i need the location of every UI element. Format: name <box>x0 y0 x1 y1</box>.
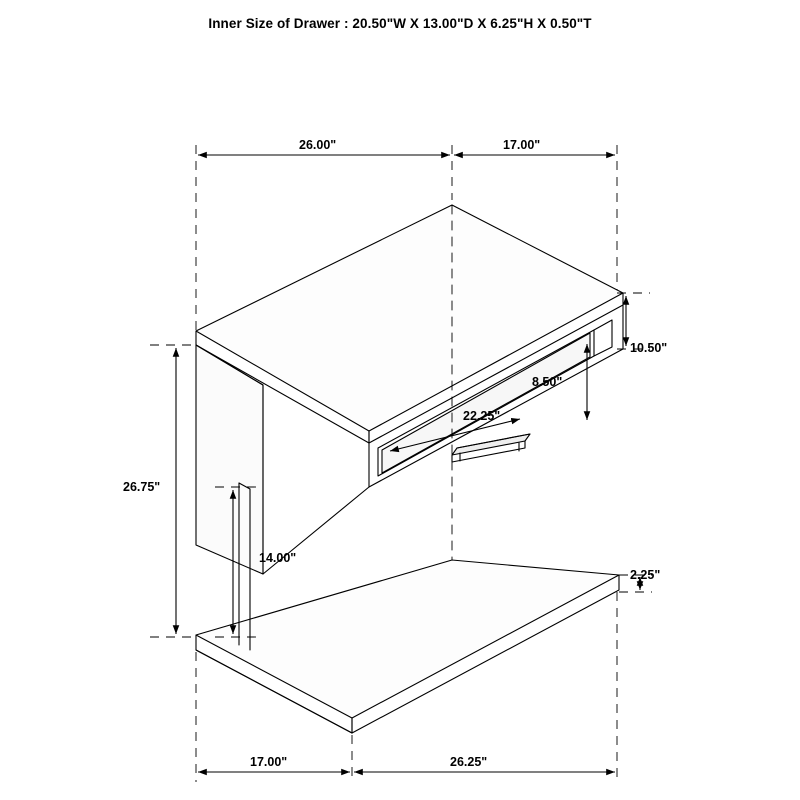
dimension-label-overall-height: 26.75" <box>123 480 161 494</box>
dimension-label-clearance-height: 14.00" <box>259 551 297 565</box>
dimension-label-drawer-front-height: 10.50" <box>630 341 668 355</box>
dimension-label-top-right-depth: 17.00" <box>503 138 541 152</box>
dimension-label-bottom-right-width: 26.25" <box>450 755 488 769</box>
dimension-label-base-thickness: 2.25" <box>630 568 661 582</box>
dimension-label-bottom-left-depth: 17.00" <box>250 755 288 769</box>
dimension-label-drawer-front-width: 22.25" <box>463 409 501 423</box>
page-title: Inner Size of Drawer : 20.50"W X 13.00"D X 6.25"H X 0.50"T <box>208 16 592 31</box>
dimension-label-drawer-opening-height: 8.50" <box>532 375 563 389</box>
dimension-label-top-left-width: 26.00" <box>299 138 337 152</box>
